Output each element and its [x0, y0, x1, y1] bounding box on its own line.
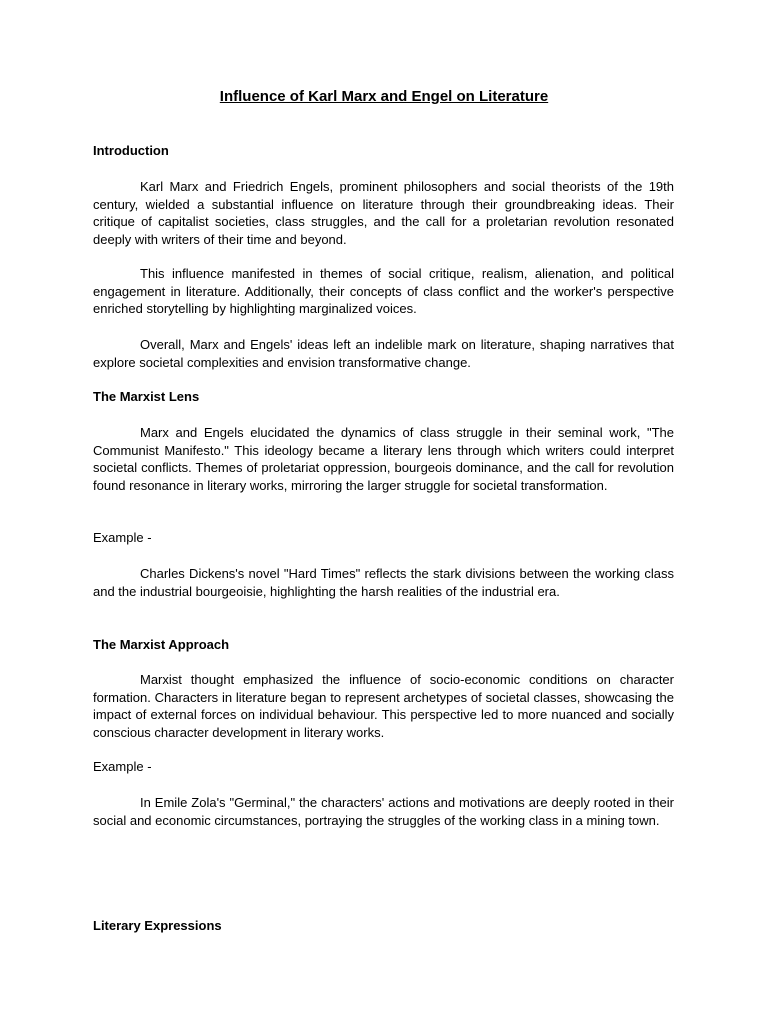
section-heading-marxist-approach: The Marxist Approach [93, 637, 230, 652]
paragraph: Marx and Engels elucidated the dynamics of class struggle in their seminal work, "The Communist Manifesto." This ideology became a literary lens through which writers could interpret societal conflicts. Themes of proletariat oppression, bourgeois dominance, and the call for revolution found resonance in literary works, mirroring the larger struggle for societal transformation. [93, 425, 674, 493]
section-heading-literary-expressions: Literary Expressions [93, 918, 222, 933]
paragraph: Marxist thought emphasized the influence of socio-economic conditions on character formation. Characters in literature began to represent archetypes of societal classes, showcasing the impact of external forces on individual behaviour. This perspective led to more nuanced and socially conscious character development in literary works. [93, 672, 674, 740]
paragraph: This influence manifested in themes of social critique, realism, alienation, and political engagement in literature. Additionally, their concepts of class conflict and the worker's perspective enriched storytelling by highlighting marginalized voices. [93, 266, 674, 317]
paragraph: Overall, Marx and Engels' ideas left an indelible mark on literature, shaping narratives that explore societal complexities and envision transformative change. [93, 337, 674, 370]
example-label: Example - [93, 759, 152, 774]
section-heading-introduction: Introduction [93, 143, 169, 158]
section-heading-marxist-lens: The Marxist Lens [93, 389, 200, 404]
page-title: Influence of Karl Marx and Engel on Literature [219, 88, 549, 105]
example-label: Example - [93, 530, 152, 545]
example-paragraph: In Emile Zola's "Germinal," the characters' actions and motivations are deeply rooted in their social and economic circumstances, portraying the struggles of the working class in a mining town. [93, 795, 674, 828]
example-paragraph: Charles Dickens's novel "Hard Times" reflects the stark divisions between the working class and the industrial bourgeoisie, highlighting the harsh realities of the industrial era. [93, 566, 674, 599]
paragraph: Karl Marx and Friedrich Engels, prominent philosophers and social theorists of the 19th century, wielded a substantial influence on literature through their groundbreaking ideas. Their critique of capitalist societies, class struggles, and the call for a proletarian revolution resonated deeply with writers of their time and beyond. [93, 179, 674, 247]
